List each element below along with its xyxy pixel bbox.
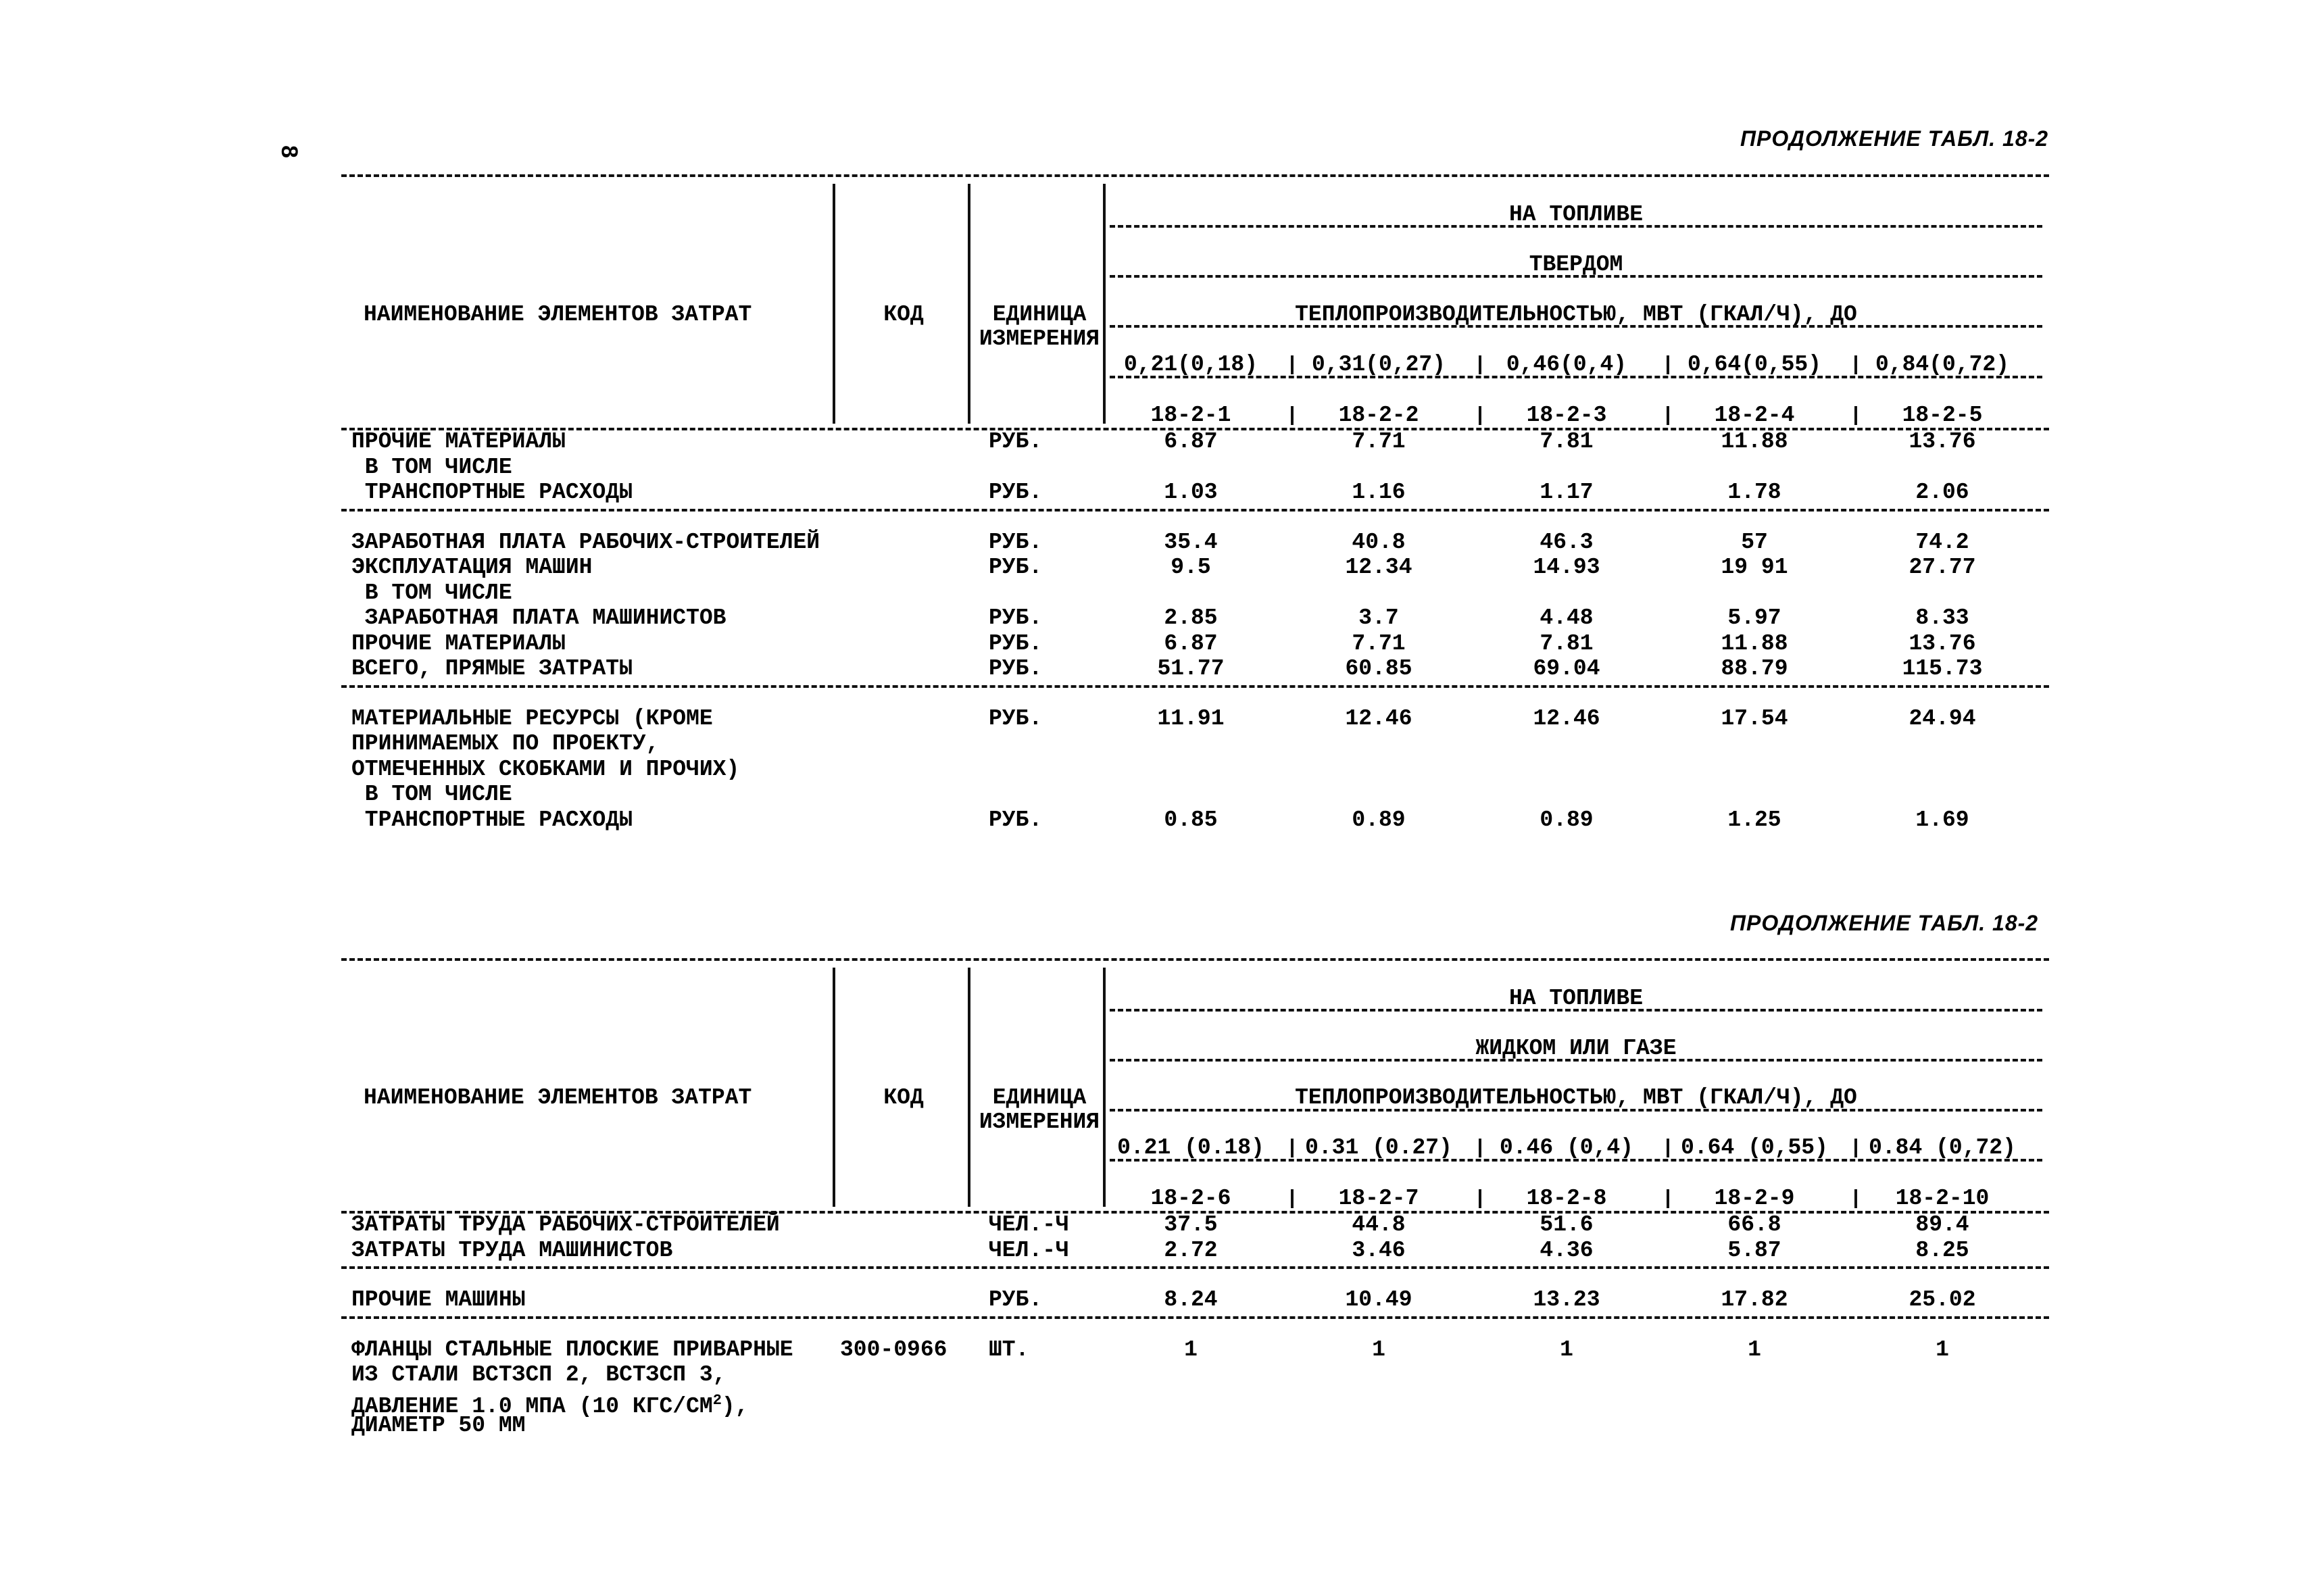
table-cell-value: 13.76: [1909, 429, 1976, 454]
table-cell-value: 10.49: [1345, 1287, 1412, 1312]
table-cell-value: 51.77: [1157, 656, 1225, 681]
header-fuel-type: ТВЕРДОМ: [1529, 252, 1623, 277]
table-cell-value: 0.89: [1540, 807, 1594, 832]
table-cell-value: 1: [1560, 1337, 1573, 1362]
subcolumn-divider: [1854, 1189, 1857, 1208]
header-norm-code: 18-2-3: [1526, 403, 1607, 428]
table-cell-value: 3.7: [1358, 605, 1399, 630]
table-row-unit: РУБ.: [989, 605, 1043, 630]
table-row-unit: РУБ.: [989, 807, 1043, 832]
subcolumn-divider: [1667, 355, 1669, 374]
table-cell-value: 115.73: [1902, 656, 1983, 681]
table-cell-value: 88.79: [1721, 656, 1788, 681]
header-unit-line2: ИЗМЕРЕНИЯ: [979, 1109, 1100, 1134]
table-cell-value: 7.81: [1540, 429, 1594, 454]
table-cell-value: 7.81: [1540, 630, 1594, 656]
subcolumn-divider: [1854, 355, 1857, 374]
table-row-unit: РУБ.: [989, 429, 1043, 454]
header-norm-code: 18-2-5: [1902, 403, 1983, 428]
table-cell-value: 60.85: [1345, 656, 1412, 681]
table-cell-value: 37.5: [1164, 1212, 1218, 1237]
table-top-rule: [341, 174, 2049, 177]
table-cell-value: 69.04: [1533, 656, 1600, 681]
table-row-name: ИЗ СТАЛИ ВСТЗСП 2, ВСТЗСП 3,: [351, 1362, 727, 1387]
column-divider: [833, 184, 835, 424]
table-cell-value: 14.93: [1533, 555, 1600, 580]
subcolumn-divider: [1854, 1139, 1857, 1157]
subcolumn-divider: [1479, 1189, 1481, 1208]
header-capacity-value: 0.84 (0,72): [1869, 1135, 2016, 1160]
table-cell-value: 2.06: [1915, 480, 1969, 505]
table-row-name: ПРОЧИЕ МАТЕРИАЛЫ: [351, 429, 566, 454]
table-cell-value: 2.85: [1164, 605, 1218, 630]
superscript: 2: [712, 1391, 722, 1409]
table-cell-value: 40.8: [1352, 529, 1406, 555]
header-norm-code: 18-2-9: [1714, 1186, 1795, 1211]
table-cell-value: 27.77: [1909, 555, 1976, 580]
subcolumn-divider: [1291, 1139, 1294, 1157]
group-separator: [341, 1316, 2049, 1319]
table-row-unit: РУБ.: [989, 480, 1043, 505]
table-cell-value: 5.97: [1727, 605, 1781, 630]
table-cell-value: 13.76: [1909, 630, 1976, 656]
table-row-name: ЗАРАБОТНАЯ ПЛАТА МАШИНИСТОВ: [351, 605, 727, 630]
table-cell-value: 7.71: [1352, 429, 1406, 454]
table-row-name: ТРАНСПОРТНЫЕ РАСХОДЫ: [351, 807, 633, 832]
table-row-name: ДИАМЕТР 50 ММ: [351, 1413, 526, 1438]
table-row-name: ПРИНИМАЕМЫХ ПО ПРОЕКТУ,: [351, 731, 660, 756]
header-capacity-value: 0,64(0,55): [1687, 352, 1822, 377]
table-cell-value: 12.46: [1345, 705, 1412, 731]
table-row-unit: РУБ.: [989, 705, 1043, 731]
table-cell-value: 24.94: [1909, 705, 1976, 731]
table-row-name: ЗАТРАТЫ ТРУДА МАШИНИСТОВ: [351, 1237, 673, 1263]
header-name-column: НАИМЕНОВАНИЕ ЭЛЕМЕНТОВ ЗАТРАТ: [364, 1085, 752, 1110]
table-cell-value: 4.36: [1540, 1237, 1594, 1263]
table-cell-value: 11.88: [1721, 429, 1788, 454]
table-cell-value: 0.85: [1164, 807, 1218, 832]
table-cell-value: 13.23: [1533, 1287, 1600, 1312]
subcolumn-divider: [1291, 355, 1294, 374]
header-fuel: НА ТОПЛИВЕ: [1508, 986, 1644, 1011]
table-row-unit: РУБ.: [989, 656, 1043, 681]
subcolumn-divider: [1667, 1189, 1669, 1208]
header-unit-line2: ИЗМЕРЕНИЯ: [979, 326, 1100, 351]
table-cell-value: 5.87: [1727, 1237, 1781, 1263]
table-row-name: ЗАТРАТЫ ТРУДА РАБОЧИХ-СТРОИТЕЛЕЙ: [351, 1212, 780, 1237]
table-cell-value: 1.17: [1540, 480, 1594, 505]
table-cell-value: 44.8: [1352, 1212, 1406, 1237]
table-row-name: МАТЕРИАЛЬНЫЕ РЕСУРСЫ (КРОМЕ: [351, 705, 713, 731]
table-cell-value: 3.46: [1352, 1237, 1406, 1263]
column-divider: [968, 184, 970, 424]
table-row-name: ДАВЛЕНИЕ 1.0 МПА (10 КГС/$СМ^2$),: [351, 1391, 749, 1419]
header-capacity: ТЕПЛОПРОИЗВОДИТЕЛЬНОСТЬЮ, МВТ (ГКАЛ/Ч), ДО: [1295, 1085, 1857, 1110]
table-cell-value: 57: [1741, 529, 1768, 555]
table-cell-value: 74.2: [1915, 529, 1969, 555]
table-cell-value: 9.5: [1171, 555, 1211, 580]
name-tail: ),: [721, 1393, 749, 1419]
subcolumn-divider: [1667, 1139, 1669, 1157]
header-capacity-value: 0.21 (0.18): [1117, 1135, 1264, 1160]
header-capacity-value: 0,46(0,4): [1506, 352, 1627, 377]
table-cell-value: 0.89: [1352, 807, 1406, 832]
table-row-name: ВСЕГО, ПРЯМЫЕ ЗАТРАТЫ: [351, 656, 633, 681]
table-cell-value: 1: [1748, 1337, 1761, 1362]
table-row-name: ФЛАНЦЫ СТАЛЬНЫЕ ПЛОСКИЕ ПРИВАРНЫЕ: [351, 1337, 793, 1362]
column-divider: [968, 968, 970, 1207]
table-row-unit: РУБ.: [989, 1287, 1043, 1312]
table-cell-value: 89.4: [1915, 1212, 1969, 1237]
header-code-column: КОД: [883, 1085, 924, 1110]
header-capacity-value: 0,31(0,27): [1311, 352, 1446, 377]
header-code-column: КОД: [883, 302, 924, 327]
header-unit-line1: ЕДИНИЦА: [992, 1085, 1087, 1110]
table-cell-value: 1.16: [1352, 480, 1406, 505]
header-capacity-value: 0,84(0,72): [1875, 352, 2010, 377]
column-divider: [833, 968, 835, 1207]
table-row-code: 300-0966: [840, 1337, 947, 1362]
table-cell-value: 7.71: [1352, 630, 1406, 656]
subcolumn-divider: [1479, 355, 1481, 374]
subcolumn-divider: [1854, 406, 1857, 425]
table-row-name: В ТОМ ЧИСЛЕ: [351, 782, 512, 807]
page-number: 8: [276, 145, 302, 158]
table-row-name: ЭКСПЛУАТАЦИЯ МАШИН: [351, 555, 593, 580]
table-cell-value: 12.34: [1345, 555, 1412, 580]
table-cell-value: 2.72: [1164, 1237, 1218, 1263]
header-capacity-value: 0.64 (0,55): [1681, 1135, 1828, 1160]
header-capacity-value: 0,21(0,18): [1123, 352, 1258, 377]
header-capacity: ТЕПЛОПРОИЗВОДИТЕЛЬНОСТЬЮ, МВТ (ГКАЛ/Ч), ДО: [1295, 302, 1857, 327]
table-caption: ПРОДОЛЖЕНИЕ ТАБЛ. 18-2: [1730, 911, 2039, 935]
group-separator: [341, 509, 2049, 512]
table-caption: ПРОДОЛЖЕНИЕ ТАБЛ. 18-2: [1740, 126, 2049, 151]
table-cell-value: 1: [1372, 1337, 1385, 1362]
header-capacity-value: 0.31 (0.27): [1305, 1135, 1452, 1160]
header-fuel-type: ЖИДКОМ ИЛИ ГАЗЕ: [1475, 1036, 1677, 1061]
table-cell-value: 35.4: [1164, 529, 1218, 555]
table-cell-value: 1.03: [1164, 480, 1218, 505]
table-row-name: ТРАНСПОРТНЫЕ РАСХОДЫ: [351, 480, 633, 505]
header-name-column: НАИМЕНОВАНИЕ ЭЛЕМЕНТОВ ЗАТРАТ: [364, 302, 752, 327]
table-cell-value: 4.48: [1540, 605, 1594, 630]
table-cell-value: 6.87: [1164, 429, 1218, 454]
header-norm-code: 18-2-2: [1338, 403, 1419, 428]
table-cell-value: 17.82: [1721, 1287, 1788, 1312]
header-norm-code: 18-2-4: [1714, 403, 1795, 428]
table-row-unit: ЧЕЛ.-Ч: [989, 1212, 1069, 1237]
header-norm-code: 18-2-6: [1150, 1186, 1231, 1211]
table-cell-value: 1.25: [1727, 807, 1781, 832]
header-norm-code: 18-2-10: [1895, 1186, 1990, 1211]
table-row-unit: ШТ.: [989, 1337, 1029, 1362]
table-row-unit: РУБ.: [989, 630, 1043, 656]
header-norm-code: 18-2-8: [1526, 1186, 1607, 1211]
header-norm-code: 18-2-1: [1150, 403, 1231, 428]
table-row-unit: ЧЕЛ.-Ч: [989, 1237, 1069, 1263]
table-cell-value: 17.54: [1721, 705, 1788, 731]
table-top-rule: [341, 958, 2049, 961]
subcolumn-divider: [1667, 406, 1669, 425]
table-cell-value: 1: [1184, 1337, 1198, 1362]
table-row-name: ПРОЧИЕ МАШИНЫ: [351, 1287, 526, 1312]
table-cell-value: 11.91: [1157, 705, 1225, 731]
subcolumn-divider: [1291, 406, 1294, 425]
table-cell-value: 12.46: [1533, 705, 1600, 731]
header-fuel: НА ТОПЛИВЕ: [1508, 202, 1644, 227]
table-cell-value: 1: [1936, 1337, 1949, 1362]
table-row-name: В ТОМ ЧИСЛЕ: [351, 454, 512, 480]
table-cell-value: 1.69: [1915, 807, 1969, 832]
table-cell-value: 19 91: [1721, 555, 1788, 580]
subcolumn-divider: [1479, 1139, 1481, 1157]
table-cell-value: 8.24: [1164, 1287, 1218, 1312]
subcolumn-divider: [1291, 1189, 1294, 1208]
table-row-unit: РУБ.: [989, 529, 1043, 555]
table-cell-value: 51.6: [1540, 1212, 1594, 1237]
table-cell-value: 25.02: [1909, 1287, 1976, 1312]
header-capacity-value: 0.46 (0,4): [1499, 1135, 1634, 1160]
group-separator: [341, 685, 2049, 688]
table-cell-value: 6.87: [1164, 630, 1218, 656]
table-cell-value: 66.8: [1727, 1212, 1781, 1237]
table-row-name: В ТОМ ЧИСЛЕ: [351, 580, 512, 605]
table-cell-value: 8.25: [1915, 1237, 1969, 1263]
table-cell-value: 11.88: [1721, 630, 1788, 656]
header-norm-code: 18-2-7: [1338, 1186, 1419, 1211]
group-separator: [341, 1266, 2049, 1269]
table-cell-value: 46.3: [1540, 529, 1594, 555]
table-row-unit: РУБ.: [989, 555, 1043, 580]
table-row-name: ЗАРАБОТНАЯ ПЛАТА РАБОЧИХ-СТРОИТЕЛЕЙ: [351, 529, 820, 555]
subcolumn-divider: [1479, 406, 1481, 425]
table-row-name: ОТМЕЧЕННЫХ СКОБКАМИ И ПРОЧИХ): [351, 756, 740, 782]
header-unit-line1: ЕДИНИЦА: [992, 302, 1087, 327]
table-cell-value: 8.33: [1915, 605, 1969, 630]
table-row-name: ПРОЧИЕ МАТЕРИАЛЫ: [351, 630, 566, 656]
table-cell-value: 1.78: [1727, 480, 1781, 505]
